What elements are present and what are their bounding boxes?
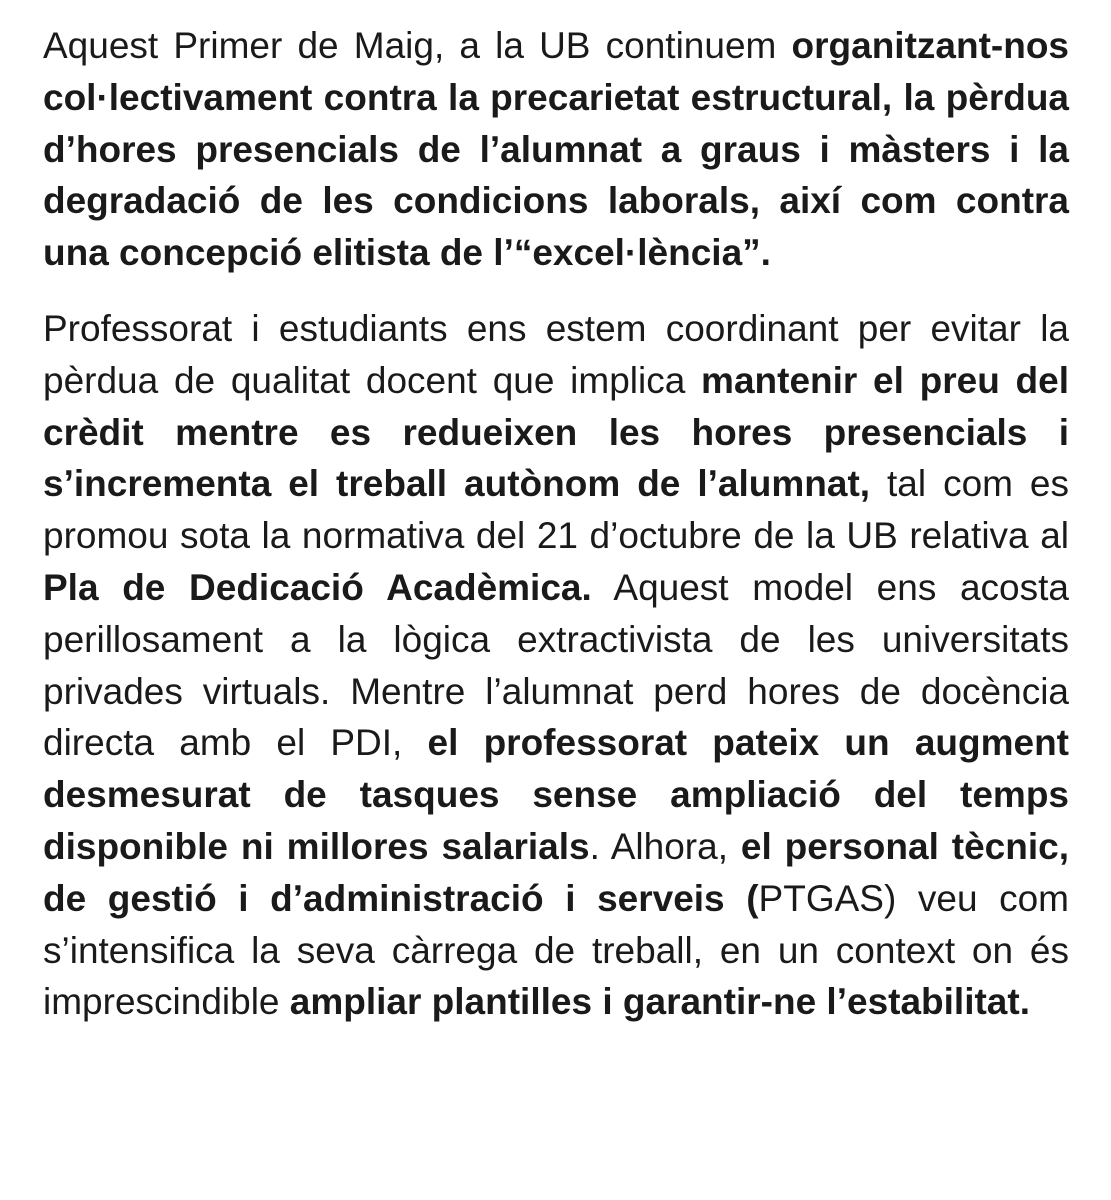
bold-text-segment: organitzant-nos col·lectivament contra la precarietat estructural, la pèrdua d’hores presencials de l’alumnat a graus i màsters i la degradació de les condicions laborals, així com contra una concepció elitista de l’“excel·lència”. [43, 25, 1069, 274]
text-segment: tal com es promou sota la normativa del 21 d’octubre de la UB relativa al [43, 463, 1070, 557]
bold-text-segment: ampliar plantilles i garantir-ne l’estabilitat. [289, 981, 1030, 1023]
bold-text-segment: Pla de Dedicació Acadèmica. [43, 566, 592, 608]
bold-text-segment: el personal tècnic, de gestió i d’administració i serveis ( [43, 825, 1069, 919]
bold-text-segment: mantenir el preu del crèdit mentre es redueixen les hores presencials i s’incrementa el treball autònom de l’alumnat, [43, 359, 1069, 505]
text-segment: . Alhora, [589, 825, 741, 867]
document-body [43, 20, 1069, 1028]
text-segment: Aquest Primer de Maig, a la UB continuem [43, 25, 792, 66]
text-segment: Aquest model ens acosta perillosament a la lògica extractivista de les universitats privades virtuals. Mentre l’alumnat perd hores de docència directa amb el PDI, [43, 566, 1069, 764]
bold-text-segment: el professorat pateix un augment desmesurat de tasques sense ampliació del temps disponible ni millores salarials [43, 722, 1069, 867]
text-segment: Professorat i estudiants ens estem coordinant per evitar la pèrdua de qualitat docent que implica [43, 307, 1069, 401]
paragraph-2 [43, 303, 1069, 1028]
text-segment: PTGAS) veu com s’intensifica la seva càrrega de treball, en un context on és imprescindible [43, 877, 1070, 1023]
paragraph-1 [43, 20, 1069, 279]
